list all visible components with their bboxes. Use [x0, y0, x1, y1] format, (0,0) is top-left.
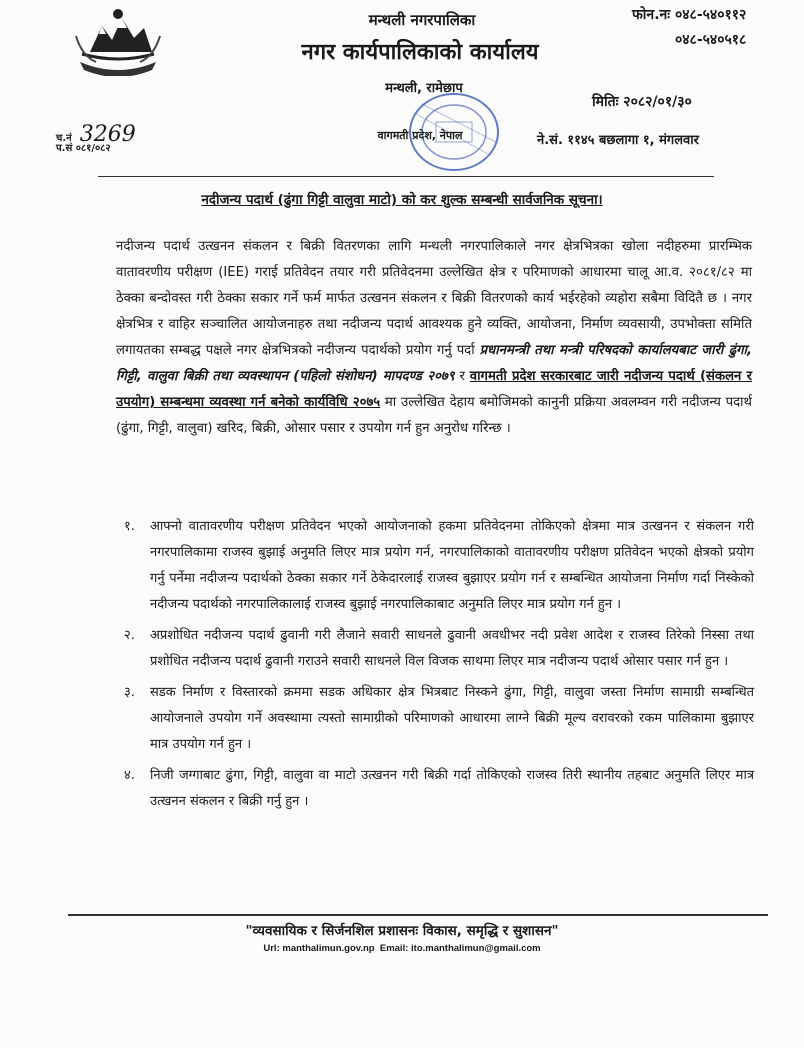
item-text: निजी जग्गाबाट ढुंगा, गिट्टी, वालुवा वा माटो उत्खनन गरी बिक्री गर्दा तोकिएको राजस्व तिरी स्थानीय तहबाट अनुमति लिएर मात्र उत्खनन संकलन र बिक्री गर्नु हुन ।: [150, 768, 754, 809]
item-text: सडक निर्माण र विस्तारको क्रममा सडक अधिकार क्षेत्र भित्रबाट निस्कने ढुंगा, गिट्टी, वालुवा जस्ता निर्माण सामाग्री सम्बन्धित आयोजनाले उपयोग गर्ने अवस्थामा त्यस्तो सामाग्रीको परिमाणको आधारमा लाग्ने बिक्री मूल्य वरावरको रकम पालिकामा बुझाएर मात्र उपयोग गर्न हुन ।: [150, 685, 754, 752]
office-name: नगर कार्यपालिकाको कार्यालय: [301, 40, 539, 65]
phone-number-secondary: ०४८-५४०५१८: [675, 32, 747, 48]
item-number: ४.: [124, 768, 135, 783]
footer-contact: [0, 943, 804, 954]
footer-divider: [68, 914, 768, 916]
item-text: अप्रशोधित नदीजन्य पदार्थ ढुवानी गरी लैजाने सवारी साधनले ढुवानी अवधीभर नदी प्रवेश आदेश र राजस्व तिरेको निस्सा तथा प्रशोधित नदीजन्य पदार्थ ढुवानी गराउने सवारी साधनले विल विजक साथमा लिएर मात्र नदीजन्य पदार्थ ओसार पसार गर्न हुन ।: [150, 628, 754, 669]
reference-block: [56, 122, 136, 158]
intro-text-2: र: [454, 369, 470, 384]
notice-date: मितिः २०८२/०१/३०: [592, 94, 692, 110]
phone-number-primary: फोन.नः ०४८-५४०११२: [632, 7, 747, 23]
province-name: वागमती प्रदेश, नेपाल: [377, 129, 463, 142]
email-link[interactable]: ito.manthalimun@gmail.com: [411, 943, 541, 954]
ref-label: च.नं: [56, 133, 72, 144]
header-divider: [98, 176, 714, 177]
intro-italic-reference: प्रधानमन्त्री तथा मन्त्री परिषदको कार्यालयबाट जारी ढुंगा, गिट्टी, वालुवा बिक्री तथा व्यवस्थापन (पहिलो संशोधन) मापदण्ड २०७९: [116, 343, 752, 384]
list-item: [124, 514, 754, 618]
intro-text-3: मा उल्लेखित देहाय बमोजिमको कानुनी प्रक्रिया अवलम्वन गरी नदीजन्य पदार्थ (ढुंगा, गिट्टी, वालुवा) खरिद, बिक्री, ओसार पसार र उपयोग गर्न हुन अनुरोध गरिन्छ ।: [116, 395, 752, 436]
nepal-sambat-date: ने.सं. ११४५ बछलागा १, मंगलवार: [537, 133, 699, 148]
list-item: [124, 763, 754, 815]
item-number: २.: [124, 628, 135, 643]
notice-items: [124, 514, 754, 820]
intro-text-1: नदीजन्य पदार्थ उत्खनन संकलन र बिक्री वितरणका लागि मन्थली नगरपालिकाले नगर क्षेत्रभित्रका खोला नदीहरुमा प्रारम्भिक वातावरणीय परीक्षण (IEE) गराई प्रतिवेदन तयार गरी प्रतिवेदनमा उल्लेखित क्षेत्र र परिमाणको आधारमा चालू आ.व. २०८१/८२ मा ठेक्का बन्दोवस्त गरी ठेक्का सकार गर्ने फर्म मार्फत उत्खनन संकलन र बिक्री वितरणको कार्य भईरहेको व्यहोरा सबैमा विदितै छ । नगर क्षेत्रभित्र र वाहिर सञ्चालित आयोजनाहरु तथा नदीजन्य पदार्थ आवश्यक हुने व्यक्ति, आयोजना, निर्माण व्यवसायी, उपभोक्ता समिति लगायतका सम्बद्ध पक्षले नगर क्षेत्रभित्रको नदीजन्य पदार्थको प्रयोग गर्नु पर्दा: [116, 239, 752, 358]
website-link[interactable]: manthalimun.gov.np: [282, 943, 375, 954]
notice-body: [116, 234, 752, 442]
list-item: [124, 680, 754, 758]
ref-number: 3269: [79, 122, 136, 147]
email-label: Email:: [379, 943, 409, 954]
url-label: Url:: [263, 943, 280, 954]
notice-title: नदीजन्य पदार्थ (ढुंगा गिट्टी वालुवा माटो) को कर शुल्क सम्बन्धी सार्वजनिक सूचना।: [201, 192, 603, 208]
list-item: [124, 623, 754, 675]
municipality-name: मन्थली नगरपालिका: [368, 11, 476, 29]
patra-sankhya: प.सं ०८१/०८२: [56, 143, 111, 154]
item-number: १.: [124, 519, 135, 534]
office-seal-stamp: [392, 84, 512, 180]
item-text: आफ्नो वातावरणीय परीक्षण प्रतिवेदन भएको आयोजनाको हकमा प्रतिवेदनमा तोकिएको क्षेत्रमा मात्र उत्खनन र संकलन गरी नगरपालिकामा राजस्व बुझाई अनुमति लिएर मात्र प्रयोग गर्न, नगरपालिकाको वातावरणीय परीक्षण प्रतिवेदन भएको क्षेत्रको प्रयोग गर्नु पर्नेमा नदीजन्य पदार्थको ठेक्का सकार गर्ने ठेकेदारलाई राजस्व बुझाएर प्रयोग गर्न र सम्बन्धित आयोजना निर्माण गर्दा निस्केको नदीजन्य पदार्थको नगरपालिकालाई राजस्व बुझाई नगरपालिकाबाट अनुमति लिएर मात्र प्रयोग गर्न हुन ।: [150, 519, 754, 612]
intro-paragraph: [116, 234, 752, 442]
office-address: मन्थली, रामेछाप: [385, 81, 463, 96]
item-number: ३.: [124, 685, 135, 700]
intro-underlined-reference: वागमती प्रदेश सरकारबाट जारी नदीजन्य पदार्थ (संकलन र उपयोग) सम्बन्धमा व्यवस्था गर्न बनेको कार्यविधि २०७५: [116, 369, 752, 410]
footer-motto: "व्यवसायिक र सिर्जनशिल प्रशासनः विकास, समृद्धि र सुशासन": [245, 923, 559, 939]
